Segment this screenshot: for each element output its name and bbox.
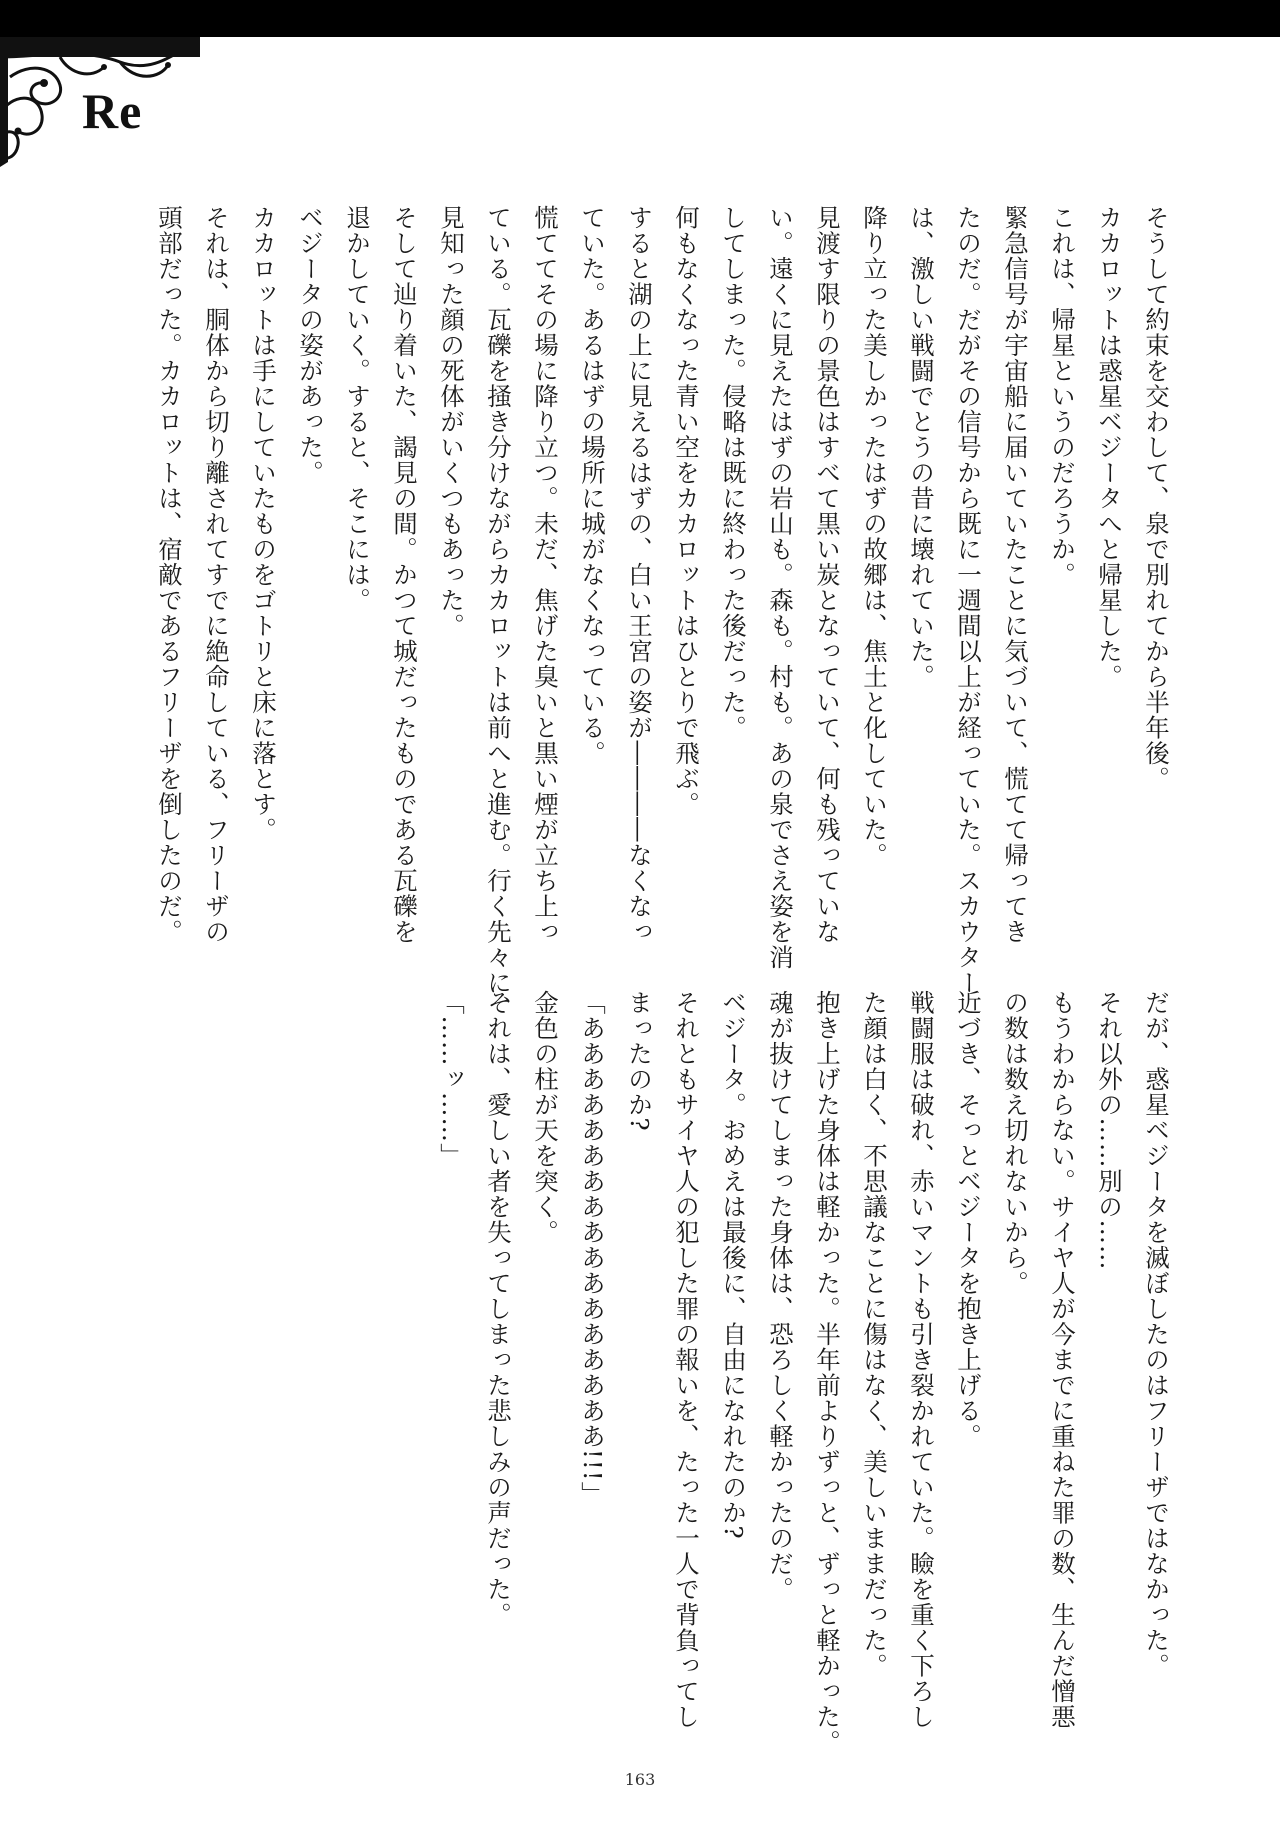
text-column: い。遠くに見えたはずの岩山も。森も。村も。あの泉でさえ姿を消 [766, 205, 795, 970]
text-column: それは、愛しい者を失ってしまった悲しみの声だった。 [484, 990, 513, 1628]
page-number [0, 1770, 1280, 1789]
text-column: それ以外の……別の…… [1095, 990, 1124, 1271]
lower-text-block [160, 990, 1180, 1755]
text-column: た顔は白く、不思議なことに傷はなく、美しいままだった。 [860, 990, 889, 1679]
text-column: ていた。あるはずの場所に城がなくなっている。 [578, 205, 607, 766]
page-number-text: 163 [624, 1770, 656, 1789]
text-column: の数は数え切れないから。 [1001, 990, 1030, 1296]
upper-text-block [155, 205, 1180, 1021]
text-column: たのだ。だがその信号から既に一週間以上が経っていた。スカウター [954, 205, 983, 996]
text-column: 魂が抜けてしまった身体は、恐ろしく軽かったのだ。 [766, 990, 795, 1602]
text-column: もうわからない。サイヤ人が今までに重ねた罪の数、生んだ憎悪 [1048, 990, 1077, 1730]
text-column: 何もなくなった青い空をカカロットはひとりで飛ぶ。 [672, 205, 701, 817]
top-black-band [0, 0, 1280, 37]
text-column: だが、惑星ベジータを滅ぼしたのはフリーザではなかった。 [1142, 990, 1171, 1679]
text-column: それともサイヤ人の犯した罪の報いを、たった一人で背負ってし [672, 990, 701, 1730]
text-column: ている。瓦礫を掻き分けながらカカロットは前へと進む。行く先々に、 [484, 205, 513, 1021]
chapter-mark [82, 82, 142, 140]
text-column: 見渡す限りの景色はすべて黒い炭となっていて、何も残っていな [813, 205, 842, 945]
text-column: これは、帰星というのだろうか。 [1048, 205, 1077, 588]
text-column: 降り立った美しかったはずの故郷は、焦土と化していた。 [860, 205, 889, 868]
text-column: は、激しい戦闘でとうの昔に壊れていた。 [907, 205, 936, 690]
text-column: 見知った顔の死体がいくつもあった。 [437, 205, 466, 639]
text-column: 戦闘服は破れ、赤いマントも引き裂かれていた。瞼を重く下ろし [907, 990, 936, 1730]
text-column: カカロットは惑星ベジータへと帰星した。 [1095, 205, 1124, 690]
text-column: すると湖の上に見えるはずの、白い王宮の姿が――――なくなっ [625, 205, 654, 945]
text-column: 緊急信号が宇宙船に届いていたことに気づいて、慌てて帰ってき [1001, 205, 1030, 945]
chapter-mark-text: Re [82, 83, 143, 139]
text-column: 抱き上げた身体は軽かった。半年前よりずっと、ずっと軽かった。 [813, 990, 842, 1755]
text-column: 頭部だった。カカロットは、宿敵であるフリーザを倒したのだ。 [155, 205, 184, 945]
text-column: そうして約束を交わして、泉で別れてから半年後。 [1142, 205, 1171, 792]
text-column: ベジータ。おめえは最後に、自由になれたのか? [719, 990, 748, 1540]
text-column: 「あああああああああああああああああ!!!」 [578, 990, 607, 1508]
text-column: してしまった。侵略は既に終わった後だった。 [719, 205, 748, 741]
text-column: それは、胴体から切り離されてすでに絶命している、フリーザの [202, 205, 231, 945]
text-column: まったのか? [625, 990, 654, 1132]
text-column: 金色の柱が天を突く。 [531, 990, 560, 1245]
text-column: そして辿り着いた、謁見の間。かつて城だったものである瓦礫を [390, 205, 419, 945]
text-column: 退かしていく。すると、そこには。 [343, 205, 372, 613]
text-column: 慌ててその場に降り立つ。未だ、焦げた臭いと黒い煙が立ち上っ [531, 205, 560, 945]
text-column: カカロットは手にしていたものをゴトリと床に落とす。 [249, 205, 278, 843]
text-column: 「……ッ……」 [437, 990, 466, 1169]
text-column: 近づき、そっとベジータを抱き上げる。 [954, 990, 983, 1449]
text-column: ベジータの姿があった。 [296, 205, 325, 486]
